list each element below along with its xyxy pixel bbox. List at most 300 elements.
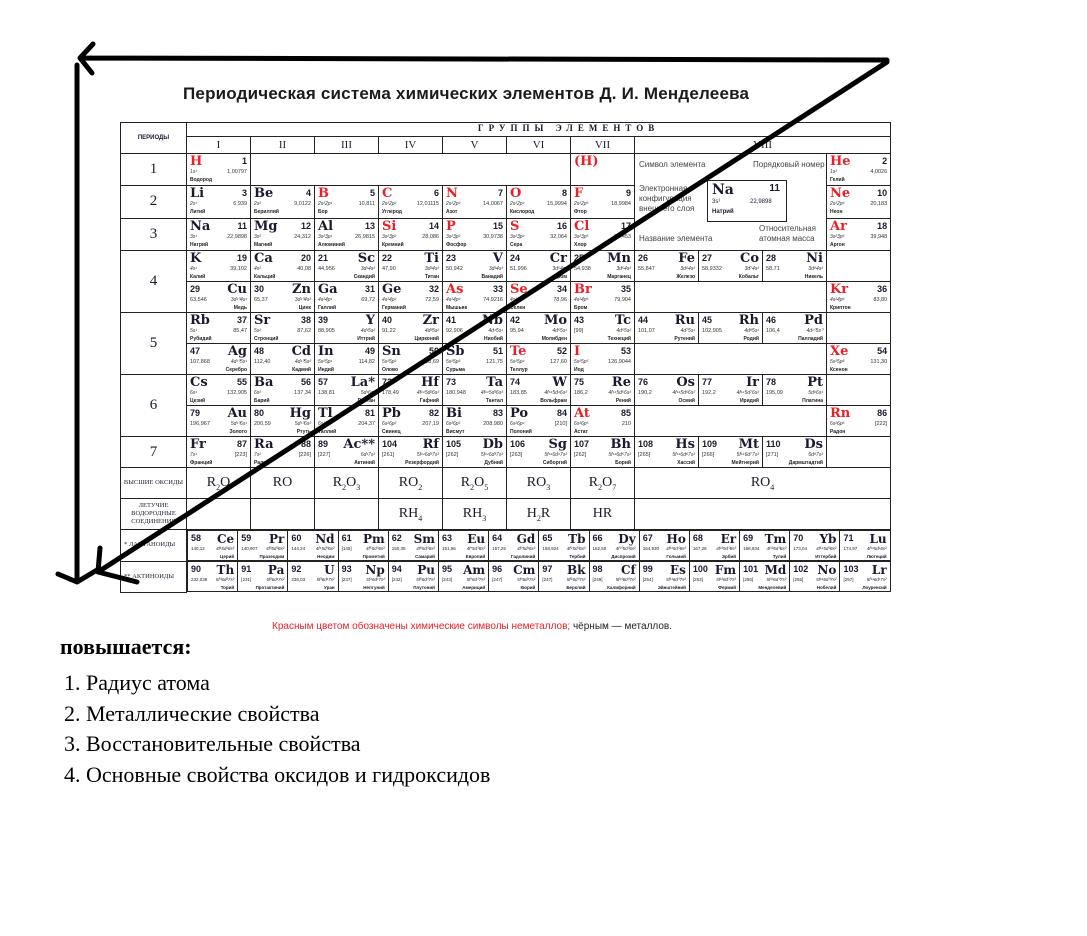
electron-config: 3d⁶4s² bbox=[680, 266, 695, 272]
element-Be[interactable] bbox=[251, 186, 315, 218]
element-Bi[interactable] bbox=[443, 406, 507, 437]
element-Ds[interactable] bbox=[763, 437, 827, 468]
element-B[interactable] bbox=[315, 186, 379, 218]
element-name: Фосфор bbox=[446, 241, 467, 248]
atomic-mass: [263] bbox=[510, 452, 523, 458]
element-name: Вольфрам bbox=[540, 398, 567, 404]
atomic-mass: 47,90 bbox=[382, 266, 396, 272]
element-symbol: Th bbox=[216, 563, 235, 577]
element-name: Таллий bbox=[318, 429, 337, 435]
element-Np[interactable] bbox=[338, 562, 388, 592]
element-U[interactable] bbox=[288, 562, 338, 592]
element-La[interactable] bbox=[315, 375, 379, 406]
element-Co[interactable] bbox=[699, 251, 763, 282]
element-N[interactable] bbox=[443, 186, 507, 218]
atomic-mass: [253] bbox=[692, 577, 703, 582]
atomic-mass: [265] bbox=[638, 452, 651, 458]
element-Cd[interactable] bbox=[251, 344, 315, 375]
atomic-number: 82 bbox=[428, 408, 439, 418]
element-Sc[interactable] bbox=[315, 251, 379, 282]
element-symbol: O bbox=[510, 186, 522, 202]
oxides-label: ВЫСШИЕ ОКСИДЫ bbox=[121, 468, 187, 499]
element-name: Молибден bbox=[541, 336, 567, 342]
element-symbol: No bbox=[817, 563, 837, 577]
atomic-mass: 164,930 bbox=[642, 546, 659, 551]
element-Ni[interactable] bbox=[763, 251, 827, 282]
element-name: Водород bbox=[190, 177, 213, 183]
element-Sr[interactable] bbox=[251, 313, 315, 344]
electron-config: 5f¹¹6d⁰7s² bbox=[666, 577, 686, 582]
element-symbol: Tl bbox=[318, 406, 333, 421]
element-Ho[interactable] bbox=[639, 531, 689, 561]
element-Eu[interactable] bbox=[438, 531, 488, 561]
element-Li[interactable] bbox=[187, 186, 251, 218]
element-name: Лютеций bbox=[866, 554, 887, 559]
element-Ra[interactable] bbox=[251, 437, 315, 468]
element-symbol: Os bbox=[676, 375, 695, 390]
element-Sb[interactable] bbox=[443, 344, 507, 375]
atomic-number: 83 bbox=[492, 408, 503, 418]
element-symbol: Cd bbox=[291, 344, 311, 359]
atomic-number: 22 bbox=[382, 253, 393, 263]
oxide-formula: $R_2O_7$ bbox=[571, 468, 635, 499]
periodic-table bbox=[120, 122, 891, 593]
element-symbol: Hs bbox=[675, 437, 695, 452]
atomic-number: 49 bbox=[364, 346, 375, 356]
element-Sn[interactable] bbox=[379, 344, 443, 375]
element-Cf[interactable] bbox=[589, 562, 639, 592]
element-symbol: Te bbox=[510, 344, 527, 359]
electron-config: 6d⁸7s² bbox=[808, 452, 823, 458]
electron-config: 4s²4p⁵ bbox=[574, 297, 589, 303]
element-Cm[interactable] bbox=[489, 562, 539, 592]
atomic-mass: 173,04 bbox=[793, 546, 808, 551]
element-symbol: Cm bbox=[513, 563, 536, 577]
element-Pb[interactable] bbox=[379, 406, 443, 437]
element-At[interactable] bbox=[571, 406, 635, 437]
element-Dy[interactable] bbox=[589, 531, 639, 561]
element-Am[interactable] bbox=[438, 562, 488, 592]
atomic-number: 32 bbox=[428, 284, 439, 294]
atomic-mass: 79,904 bbox=[614, 297, 631, 303]
atomic-mass: 83,80 bbox=[873, 297, 888, 303]
element-Pd[interactable] bbox=[763, 313, 827, 344]
atomic-number: 61 bbox=[341, 533, 352, 543]
element-symbol: Pu bbox=[417, 563, 435, 577]
period-number: 7 bbox=[121, 437, 187, 468]
element-symbol: Zr bbox=[422, 313, 439, 328]
element-Os[interactable] bbox=[635, 375, 699, 406]
atomic-mass: 91,22 bbox=[382, 328, 396, 334]
atomic-mass: [210] bbox=[554, 421, 567, 427]
element-symbol: Dy bbox=[618, 532, 636, 546]
element-name: Иридий bbox=[739, 398, 759, 404]
electron-config: 2s²2p¹ bbox=[318, 201, 333, 208]
electron-config: 4f¹⁴5d⁵6s² bbox=[608, 390, 631, 396]
element-V[interactable] bbox=[443, 251, 507, 282]
legend-config-label: Электронная конфигурация внешнего слоя bbox=[639, 184, 695, 213]
element-Pu[interactable] bbox=[388, 562, 438, 592]
element-name: Углерод bbox=[382, 209, 402, 216]
atomic-mass: 24,312 bbox=[294, 233, 311, 240]
element-Es[interactable] bbox=[639, 562, 689, 592]
electron-config: 7s² bbox=[254, 452, 261, 458]
atomic-number: 33 bbox=[492, 284, 503, 294]
element-Al[interactable] bbox=[315, 218, 379, 250]
atomic-mass: 101,07 bbox=[638, 328, 655, 334]
element-Te[interactable] bbox=[507, 344, 571, 375]
atomic-mass: [262] bbox=[574, 452, 587, 458]
electron-config: 4f⁷5d¹6s² bbox=[517, 546, 536, 551]
atomic-mass: 196,967 bbox=[190, 421, 210, 427]
atomic-mass: 20,183 bbox=[870, 201, 888, 208]
element-name: Платина bbox=[802, 398, 823, 404]
atomic-mass: 35,453 bbox=[614, 233, 631, 240]
electron-config: 4d⁵5s¹ bbox=[552, 328, 567, 334]
element-Mg[interactable] bbox=[251, 218, 315, 250]
electron-config: 4s² bbox=[254, 266, 261, 272]
element-Cl[interactable] bbox=[571, 218, 635, 250]
element-symbol: Ag bbox=[227, 344, 247, 359]
element-symbol: Ce bbox=[217, 532, 235, 546]
element-symbol: Na bbox=[712, 182, 734, 198]
element-name: Марганец bbox=[607, 274, 631, 280]
atomic-mass: 204,37 bbox=[358, 421, 375, 427]
element-symbol: U bbox=[324, 563, 335, 577]
element-name: Гольмий bbox=[666, 554, 686, 559]
element-Ac[interactable] bbox=[315, 437, 379, 468]
element-Lu[interactable] bbox=[840, 531, 890, 561]
element-name: Полоний bbox=[510, 429, 532, 435]
element-Gd[interactable] bbox=[489, 531, 539, 561]
atomic-number: 23 bbox=[446, 253, 457, 263]
element-In[interactable] bbox=[315, 344, 379, 375]
element-Rf[interactable] bbox=[379, 437, 443, 468]
atomic-mass: [247] bbox=[542, 577, 553, 582]
element-Er[interactable] bbox=[689, 531, 739, 561]
element-Tc[interactable] bbox=[571, 313, 635, 344]
element-Bh[interactable] bbox=[571, 437, 635, 468]
element-name: Цирконий bbox=[414, 336, 439, 342]
element-name: Мышьяк bbox=[446, 305, 468, 311]
element-Re[interactable] bbox=[571, 375, 635, 406]
element-symbol: Ga bbox=[318, 282, 338, 297]
element-symbol: Fm bbox=[714, 563, 737, 577]
element-symbol: Rn bbox=[830, 406, 851, 421]
electron-config: 1s¹ bbox=[190, 169, 197, 175]
electron-config: 5s¹ bbox=[190, 328, 197, 334]
element-C[interactable] bbox=[379, 186, 443, 218]
element-name: Магний bbox=[254, 241, 273, 248]
element-Tl[interactable] bbox=[315, 406, 379, 437]
atomic-number: 43 bbox=[574, 315, 585, 325]
element-S[interactable] bbox=[507, 218, 571, 250]
atomic-number: 26 bbox=[638, 253, 649, 263]
lanthanides-label: * ЛАНТАНОИДЫ bbox=[121, 530, 187, 562]
element-symbol: Rf bbox=[422, 437, 439, 452]
electron-config: 4f¹⁴5d³6s² bbox=[480, 390, 503, 396]
element-Se[interactable] bbox=[507, 282, 571, 313]
electron-config: 3d⁵4s² bbox=[616, 266, 631, 272]
element-Hg[interactable] bbox=[251, 406, 315, 437]
element-name: Эрбий bbox=[721, 554, 737, 559]
element-F[interactable] bbox=[571, 186, 635, 218]
element-Y[interactable] bbox=[315, 313, 379, 344]
element-name: Родий bbox=[743, 336, 759, 342]
electron-config: 4f³5d⁰6s² bbox=[266, 546, 285, 551]
element-symbol: Cl bbox=[574, 218, 590, 234]
element-name: Селен bbox=[510, 305, 526, 311]
element-Fe[interactable] bbox=[635, 251, 699, 282]
electron-config: 3s²3p¹ bbox=[318, 233, 333, 240]
atomic-number: 67 bbox=[642, 533, 653, 543]
element-Ta[interactable] bbox=[443, 375, 507, 406]
element-Nb[interactable] bbox=[443, 313, 507, 344]
element-Si[interactable] bbox=[379, 218, 443, 250]
atomic-mass: 87,62 bbox=[297, 328, 311, 334]
element-Yb[interactable] bbox=[790, 531, 840, 561]
element-Zr[interactable] bbox=[379, 313, 443, 344]
electron-config: 4f¹⁴5d⁴6s² bbox=[544, 390, 567, 396]
element-symbol: Y bbox=[365, 313, 375, 328]
element-name: Иттербий bbox=[815, 554, 837, 559]
element-Mt[interactable] bbox=[699, 437, 763, 468]
electron-config: 5s²5p⁴ bbox=[510, 359, 525, 365]
element-symbol: Ds bbox=[804, 437, 823, 452]
element-Cu[interactable] bbox=[187, 282, 251, 313]
empty-cell bbox=[635, 344, 827, 375]
element-Ba[interactable] bbox=[251, 375, 315, 406]
element-Ag[interactable] bbox=[187, 344, 251, 375]
atomic-number: 96 bbox=[492, 564, 503, 574]
element-Ca[interactable] bbox=[251, 251, 315, 282]
atomic-number: 3 bbox=[241, 188, 247, 199]
element-symbol: Tm bbox=[764, 532, 787, 546]
electron-config: 5s²5p¹ bbox=[318, 359, 333, 365]
element-symbol: Tb bbox=[568, 532, 586, 546]
element-As[interactable] bbox=[443, 282, 507, 313]
atomic-mass: [271] bbox=[766, 452, 779, 458]
trend-item: 2. Металлические свойства bbox=[64, 700, 320, 726]
element-Mo[interactable] bbox=[507, 313, 571, 344]
element-symbol: Re bbox=[611, 375, 631, 390]
element-name: Рубидий bbox=[190, 336, 212, 342]
element-Ce[interactable] bbox=[188, 531, 238, 561]
element-Ge[interactable] bbox=[379, 282, 443, 313]
element-Fm[interactable] bbox=[689, 562, 739, 592]
atomic-mass: 195,09 bbox=[766, 390, 783, 396]
atomic-mass: 207,19 bbox=[422, 421, 439, 427]
element-Rh[interactable] bbox=[699, 313, 763, 344]
electron-config: 4f¹³5d⁰6s² bbox=[766, 546, 787, 551]
element-He[interactable] bbox=[827, 154, 891, 186]
atomic-mass: [249] bbox=[592, 577, 603, 582]
legend-example-cell bbox=[707, 180, 787, 222]
element-symbol: Md bbox=[764, 563, 787, 577]
hydride-formula bbox=[635, 499, 891, 530]
atomic-number: 42 bbox=[510, 315, 521, 325]
atomic-mass: 192,2 bbox=[702, 390, 716, 396]
atomic-mass: [243] bbox=[441, 577, 452, 582]
atomic-number: 53 bbox=[620, 346, 631, 356]
element-symbol: Se bbox=[510, 282, 528, 297]
element-Hf[interactable] bbox=[379, 375, 443, 406]
atomic-mass: 127,60 bbox=[550, 359, 567, 365]
atomic-mass: 58,71 bbox=[766, 266, 780, 272]
atomic-number: 64 bbox=[492, 533, 503, 543]
legend-mass-label: Относительная атомная масса bbox=[759, 224, 817, 243]
element-symbol: Rh bbox=[738, 313, 759, 328]
element-Tm[interactable] bbox=[740, 531, 790, 561]
element-Sg[interactable] bbox=[507, 437, 571, 468]
atomic-mass: [256] bbox=[743, 577, 754, 582]
atomic-mass: 72,59 bbox=[425, 297, 439, 303]
element-symbol: La* bbox=[350, 375, 375, 390]
empty-cell bbox=[827, 375, 891, 406]
element-Ga[interactable] bbox=[315, 282, 379, 313]
element-Bk[interactable] bbox=[539, 562, 589, 592]
electron-config: 2s¹ bbox=[190, 201, 197, 208]
atomic-mass: 140,907 bbox=[241, 546, 258, 551]
atomic-mass: 6,939 bbox=[233, 201, 247, 208]
element-Zn[interactable] bbox=[251, 282, 315, 313]
atomic-number: 59 bbox=[241, 533, 252, 543]
element-P[interactable] bbox=[443, 218, 507, 250]
element-name: Цезий bbox=[190, 398, 206, 404]
element-H[interactable] bbox=[187, 154, 251, 186]
element-O[interactable] bbox=[507, 186, 571, 218]
electron-config: 6s¹ bbox=[190, 390, 197, 396]
element-name: Калий bbox=[190, 274, 206, 280]
empty-cell bbox=[827, 437, 891, 468]
element-Pm[interactable] bbox=[338, 531, 388, 561]
atomic-number: 10 bbox=[877, 188, 888, 199]
element-Rn[interactable] bbox=[827, 406, 891, 437]
element-Pt[interactable] bbox=[763, 375, 827, 406]
electron-config: 6s²6p⁴ bbox=[510, 421, 525, 427]
element-Pa[interactable] bbox=[238, 562, 288, 592]
atomic-mass: 63,546 bbox=[190, 297, 207, 303]
atomic-number: 72 bbox=[382, 377, 393, 387]
element-Br[interactable] bbox=[571, 282, 635, 313]
electron-config: 5f⁰6d²7s² bbox=[215, 577, 235, 582]
element-symbol: Nd bbox=[315, 532, 335, 546]
group-header: II bbox=[251, 137, 315, 154]
element-name: Торий bbox=[220, 585, 235, 590]
atomic-number: 41 bbox=[446, 315, 457, 325]
element-symbol: In bbox=[318, 344, 334, 359]
electron-config: 5f¹⁴6d¹7s² bbox=[866, 577, 887, 582]
element-Xe[interactable] bbox=[827, 344, 891, 375]
notes-heading: повышается: bbox=[60, 634, 192, 659]
element-K[interactable] bbox=[187, 251, 251, 282]
element-Po[interactable] bbox=[507, 406, 571, 437]
element-name: Лантан bbox=[357, 398, 375, 404]
electron-config: 3d⁵4s¹ bbox=[552, 266, 567, 272]
trend-item: 1. Радиус атома bbox=[64, 670, 210, 695]
element-symbol: Pt bbox=[807, 375, 823, 390]
element-name: Астат bbox=[574, 429, 589, 435]
element-Ti[interactable] bbox=[379, 251, 443, 282]
element-name: Берклий bbox=[566, 585, 586, 590]
atomic-mass: 44,956 bbox=[318, 266, 335, 272]
atomic-mass: 106,4 bbox=[766, 328, 780, 334]
atomic-number: 98 bbox=[592, 564, 603, 574]
element-symbol: Lr bbox=[871, 563, 887, 577]
group-header: IV bbox=[379, 137, 443, 154]
element-name: Менделевий bbox=[758, 585, 787, 590]
atomic-mass: [227] bbox=[318, 452, 331, 458]
atomic-number: 65 bbox=[542, 533, 553, 543]
element-Kr[interactable] bbox=[827, 282, 891, 313]
electron-config: 4f⁵5d⁰6s² bbox=[366, 546, 385, 551]
hydride-formula: $H_2R$ bbox=[507, 499, 571, 530]
atomic-number: 76 bbox=[638, 377, 649, 387]
element-name: Прометий bbox=[362, 554, 385, 559]
footnote-metals: чёрным — металлов. bbox=[570, 621, 673, 632]
element-Ne[interactable] bbox=[827, 186, 891, 218]
element-symbol: As bbox=[446, 282, 464, 297]
electron-config: 4s²4p⁶ bbox=[830, 297, 845, 303]
atomic-number: 62 bbox=[391, 533, 402, 543]
electron-config: 3d²4s² bbox=[424, 266, 439, 272]
element-Cs[interactable] bbox=[187, 375, 251, 406]
element-Fr[interactable] bbox=[187, 437, 251, 468]
electron-config: 5f⁹6d⁰7s² bbox=[566, 577, 586, 582]
periods-header: ПЕРИОДЫ bbox=[121, 123, 187, 154]
atomic-number: 40 bbox=[382, 315, 393, 325]
atomic-mass: 14,0067 bbox=[483, 201, 503, 208]
element-Hs[interactable] bbox=[635, 437, 699, 468]
element-Cr[interactable] bbox=[507, 251, 571, 282]
element-Ir[interactable] bbox=[699, 375, 763, 406]
atomic-number: 95 bbox=[441, 564, 452, 574]
element-Db[interactable] bbox=[443, 437, 507, 468]
element-Ru[interactable] bbox=[635, 313, 699, 344]
element-Rb[interactable] bbox=[187, 313, 251, 344]
legend-number-label: Порядковый номер bbox=[753, 160, 825, 169]
element-I[interactable] bbox=[571, 344, 635, 375]
element-Md[interactable] bbox=[740, 562, 790, 592]
element-Au[interactable] bbox=[187, 406, 251, 437]
electron-config: 2s² bbox=[254, 201, 261, 208]
electron-config: 5f³6d¹7s² bbox=[316, 577, 335, 582]
page-title: Периодическая система химических элементов Д. И. Менделеева bbox=[183, 84, 750, 103]
electron-config: 3d³4s² bbox=[488, 266, 503, 272]
electron-config: 1s² bbox=[830, 169, 837, 175]
element-Tb[interactable] bbox=[539, 531, 589, 561]
element-Th[interactable] bbox=[188, 562, 238, 592]
atomic-number: 5 bbox=[369, 188, 375, 199]
element-Mn[interactable] bbox=[571, 251, 635, 282]
element-name: Хассий bbox=[677, 460, 695, 466]
element-Nd[interactable] bbox=[288, 531, 338, 561]
atomic-mass: 54,938 bbox=[574, 266, 591, 272]
element-Pr[interactable] bbox=[238, 531, 288, 561]
element-Lr[interactable] bbox=[840, 562, 890, 592]
element-name: Борий bbox=[615, 460, 631, 466]
electron-config: 5s²5p⁵ bbox=[574, 359, 589, 365]
element-name: Теллур bbox=[510, 367, 528, 373]
element-W[interactable] bbox=[507, 375, 571, 406]
element-Na[interactable] bbox=[187, 218, 251, 250]
element-symbol: B bbox=[318, 186, 329, 202]
element-Sm[interactable] bbox=[388, 531, 438, 561]
element-No[interactable] bbox=[790, 562, 840, 592]
element-name: Скандий bbox=[353, 274, 375, 280]
atomic-mass: 162,50 bbox=[592, 546, 607, 551]
element-Ar[interactable] bbox=[827, 218, 891, 250]
